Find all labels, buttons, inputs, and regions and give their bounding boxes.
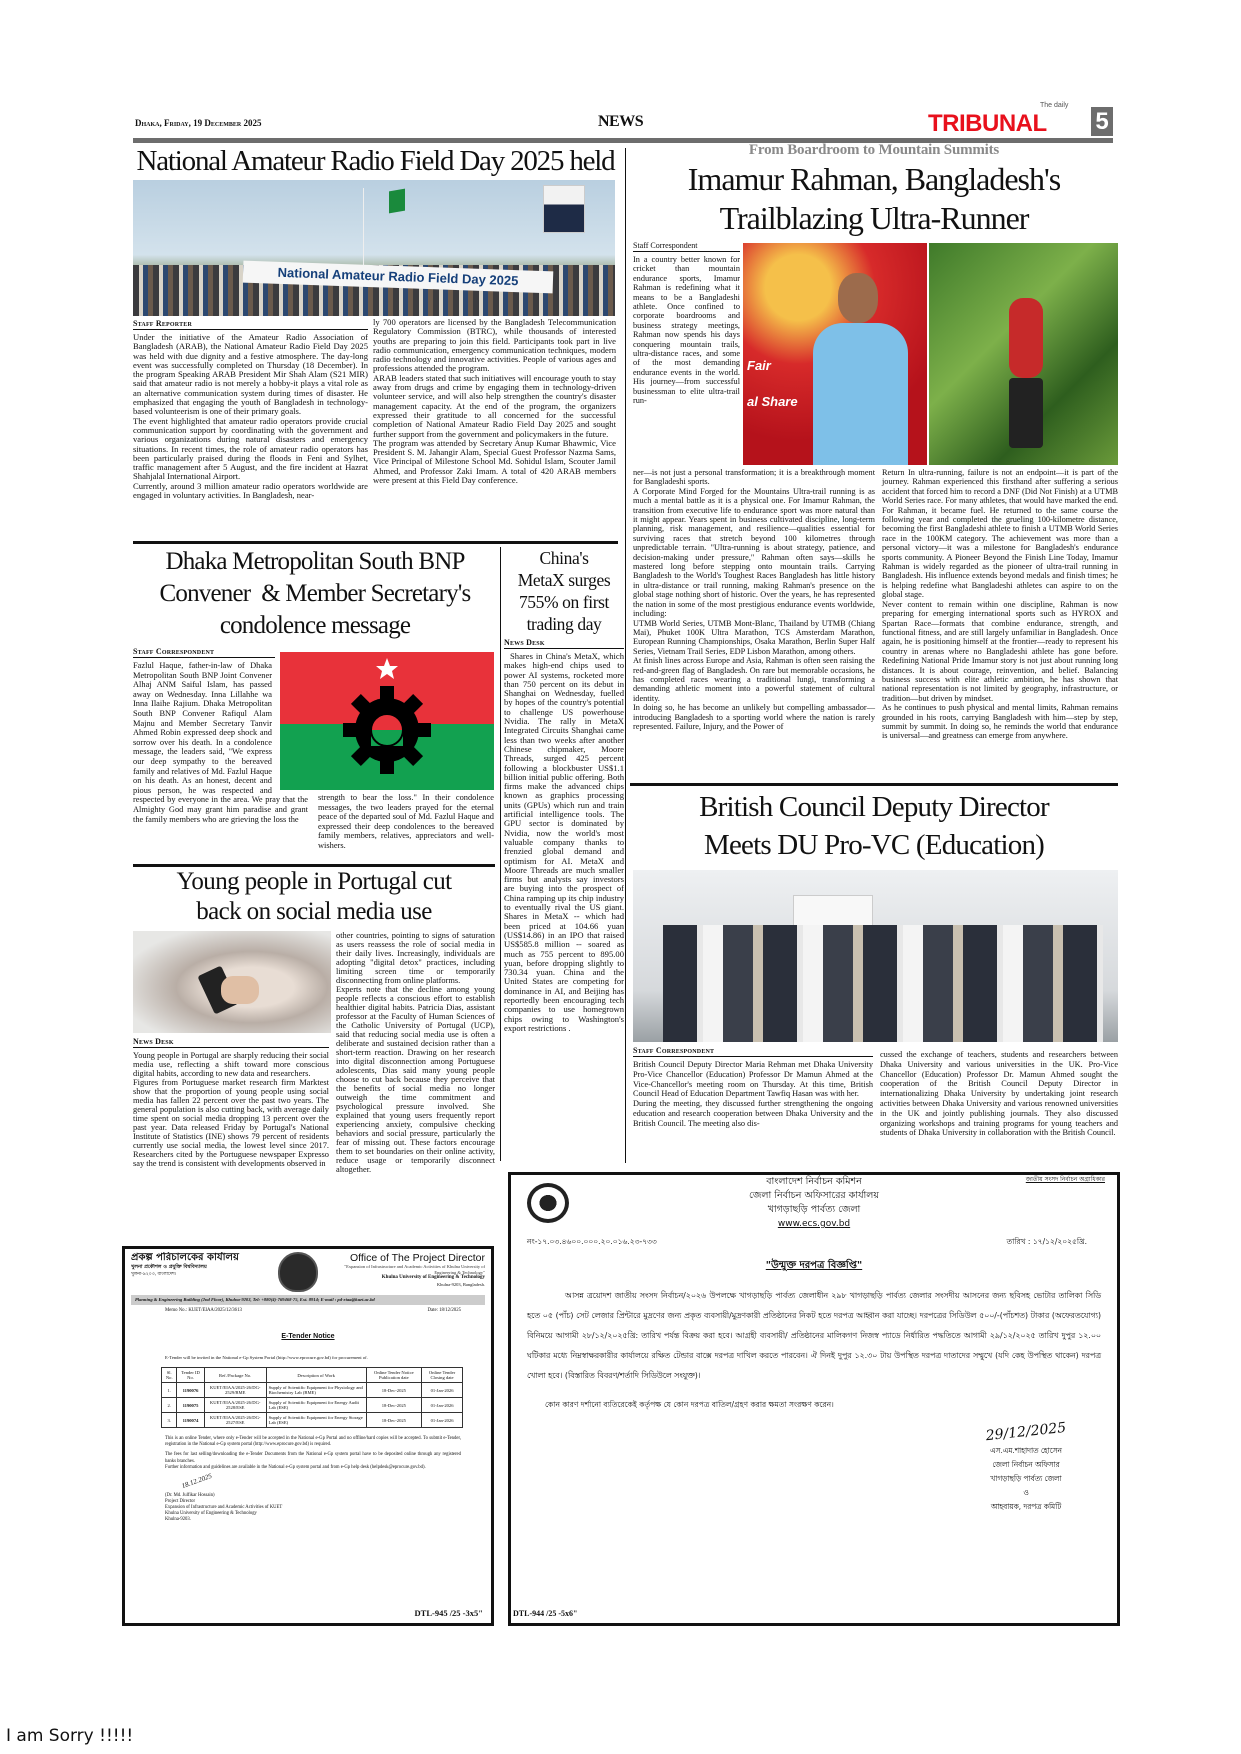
bnp-headline — [133, 546, 497, 642]
paragraph: This is an online Tender, where only e-Tender will be accepted in the National e-Gp Portal and no offline/hard copies will be accepted. To submit e-Tender, registration in the National e-Gp system portal (http://www.eprocure.gov.bd) is required. — [165, 1436, 461, 1448]
kuet-memo: Memo No.: KUET/EIAA/2025/12/3613 — [165, 1308, 242, 1313]
signer-line: খাগড়াছড়ি পার্বত্য জেলা — [990, 1474, 1062, 1483]
signer-line: Project Director — [165, 1499, 196, 1505]
imamur-intro: In a country better known for cricket than mountain endurance sports, Imamur Rahman is redefining what it means to be a Bangladeshi athlete. Once confined to corporate boardrooms and business strategy meetings, Rahman now spends his days conquering mountain trails, ultra-distance races, and some of the most demanding endurance events in the world. His journey—from successful businessman to elite ultra-trail run- — [633, 255, 740, 406]
kuet-intro: E-Tender will be invited in the National e-Gp System Portal (http://www.eprocure.gov.bd) for procurement of. — [165, 1355, 368, 1360]
headline-line: British Council Deputy Director — [699, 791, 1049, 823]
headline-line: 755% on first — [518, 592, 610, 612]
paragraph: During the meeting, they discussed further strengthening the ongoing education and research cooperation between Dhaka University and the British Council. The meeting also dis- — [633, 1099, 873, 1128]
paragraph: Under the initiative of the Amateur Radio Association of Bangladesh (ARAB), the National Amateur Radio Field Day 2025 was held with due dignity and a festive atmosphere. The day-long event was successfully completed on Thursday (18 December). In the program Speaking ARAB President Mir Shah Alam (S21 MIR) said that amateur radio is not merely a hobby-it plays a vital role as an alternative communication system during times of disaster. He emphasized that engaging the youth of Bangladesh in technology-based volunteerism is one of their primary goals. — [133, 332, 368, 417]
column-header: Online Tender Notice Publication date — [366, 1368, 421, 1383]
column-header: Ref./Package No. — [204, 1368, 266, 1383]
org-line: বাংলাদেশ নির্বাচন কমিশন — [766, 1176, 862, 1187]
kuet-letterhead — [131, 1252, 485, 1292]
website-link[interactable]: www.ecs.gov.bd — [777, 1219, 851, 1229]
cell: 18-Dec-2025 — [366, 1383, 421, 1398]
runner-trail-photo — [929, 243, 1118, 465]
paragraph: In doing so, he has become an unlikely but compelling ambassador—introducing Bangladesh to a sporting world where the nation is rarely represented. Failure, Injury, and the Power of — [633, 703, 875, 731]
bc-col-2: cussed the exchange of teachers, students and researchers between Dhaka University and various universities in the UK. Pro-Vice Chancellor (Education) Professor Dr. Mamun Ahmed sought the cooperation of the British Council Deputy Director in internationalizing Dhaka University by undertaking joint research activities between Dhaka University and various renowned universities in the UK and jointly publishing journals. They also discussed organizing workshops and training programs for young teachers and students of Dhaka University in collaboration with the British Council. — [880, 1050, 1118, 1138]
kuet-memo-row — [131, 1305, 485, 1314]
kuet-title: Office of The Project Director — [350, 1252, 485, 1264]
headline-line: trading day — [526, 614, 602, 634]
hand — [221, 976, 259, 1004]
paragraph: Currently, around 3 million amateur radio operators worldwide are engaged in voluntary activities. In Bangladesh, near- — [133, 480, 368, 501]
runner-portrait-photo — [743, 243, 927, 465]
column-header: Tender ID No. — [177, 1368, 204, 1383]
cell: Supply of Scientific Equipment for Energy Storage Lab (ESE) — [266, 1413, 366, 1428]
paragraph: At finish lines across Europe and Asia, Rahman is often seen raising the red-and-green flag of Bangladesh. On rare but memorable occasions, he has completed races wearing a traditional lungi, transforming a demanding athletic moment into a powerful statement of cultural identity. — [633, 656, 875, 703]
org-line: জেলা নির্বাচন অফিসারের কার্যালয় — [749, 1190, 879, 1201]
cell: KUET/EIAA/2025-26/DG-2528/ESE — [204, 1398, 266, 1413]
imamur-col-2 — [882, 468, 1118, 741]
kuet-bn-line: খুলনা প্রকৌশল ও প্রযুক্তি বিশ্ববিদ্যালয় — [131, 1264, 207, 1270]
footer-note: I am Sorry !!!!! — [6, 1726, 134, 1746]
signer-line: (Dr. Md. Julfikar Hossain) — [165, 1493, 215, 1499]
paragraph: The program was attended by Secretary Anup Kumar Bhawmic, Vice President S. M. Jahangir Alam, Special Guest Professor Nazma Sams, Vice Principal of Milestone School Md. Sohidul Islam, Scouter Jamil Ahmed, and Professor Zaki Imam. A total of 420 ARAB members were present at this Field Day conference. — [373, 437, 616, 486]
cell: Supply of Scientific Equipment for Energy Audit Lab (ESE) — [266, 1398, 366, 1413]
kuet-en-block — [325, 1252, 485, 1288]
runner-head — [838, 273, 878, 323]
signer-line: এস.এম.শাহাদাত হোসেন — [990, 1446, 1062, 1455]
kuet-city: Khulna-9203, Bangladesh. — [436, 1281, 485, 1287]
ec-signer — [951, 1444, 1101, 1514]
dateline: Dhaka, Friday, 19 December 2025 — [135, 118, 262, 128]
byline: News Desk — [504, 638, 624, 649]
kuet-notice-title: E-Tender Notice — [281, 1333, 335, 1340]
imamur-narrow-column — [633, 241, 740, 406]
kuet-university: Khulna University of Engineering & Technology — [381, 1275, 485, 1280]
paragraph: As he continues to push physical and mental limits, Rahman remains grounded in his roots, carrying Bangladesh with him—step by step, summit by summit. In doing so, he reminds the world that endurance is universal—and greatness can emerge from anywhere. — [882, 703, 1118, 741]
runner-shirt — [813, 323, 908, 465]
paragraph: ner—is not just a personal transformation; it is a breakthrough moment for Bangladeshi sports. — [633, 468, 875, 487]
headline-line: Convener & Member Secretary's — [159, 580, 471, 607]
headline-line: Trailblazing Ultra-Runner — [719, 200, 1029, 236]
cell: KUET/EIAA/2025-26/DG-2529/BME — [204, 1383, 266, 1398]
flag — [389, 189, 405, 214]
paragraph: Further information and guidelines are available in the National e-Gp system portal and from e-Gp help desk (helpdesk@eprocure.gov.bd). — [165, 1464, 426, 1470]
ec-signature: 29/12/2025 — [985, 1419, 1067, 1445]
org-line: খাগড়াছড়ি পার্বত্য জেলা — [767, 1204, 861, 1215]
kuet-tender-ad — [122, 1246, 494, 1626]
byline: Staff Correspondent — [133, 647, 275, 658]
cell: 1190076 — [177, 1383, 204, 1398]
kuet-address-bar: Planning & Engineering Building (2nd Floor), Khulna-9203, Tel: +880(4)-769468-75, Ext. 8914; E-mail : pd-eiaa@kuet.ac.bd — [131, 1295, 485, 1305]
cell: 01-Jan-2026 — [422, 1413, 463, 1428]
meeting-group-photo — [633, 870, 1118, 1042]
cell: Supply of Scientific Equipment for Physiology and Biochemistry Lab (BME) — [266, 1383, 366, 1398]
section-label: NEWS — [598, 113, 644, 130]
kuet-date: Date: 18/12/2025 — [427, 1308, 461, 1313]
imamur-headline — [630, 160, 1118, 238]
ad-code: DTL-945 /25 -3x5" — [414, 1608, 483, 1618]
byline: Staff Correspondent — [633, 1046, 873, 1057]
radio-field-day-photo — [133, 180, 615, 316]
column-header: Online Tender Closing date — [422, 1368, 463, 1383]
paragraph: UTMB World Series, UTMB Mont-Blanc, Thailand by UTMB (Chiang Mai), Phuket 100K Ultra Marathon, TCS Amsterdam Marathon, European Running Championships, Osaka Marathon, Berlin Super Half Series, Vietnam Trail Series, EDP Lisbon Marathon, among others. — [633, 618, 875, 656]
paragraph: British Council Deputy Director Maria Rehman met Dhaka University Pro-Vice Chancellor (Education) Professor Dr Mamun Ahmed at the Vice-Chancellor's meeting room on Thursday. At this time, British Council Head of Education Department Tawfiq Hasan was with her. — [633, 1060, 873, 1099]
kuet-signature-area — [175, 1471, 485, 1493]
signer-line: আহবায়ক, দরপত্র কমিটি — [990, 1502, 1062, 1511]
portrait-inset — [543, 185, 585, 233]
sign-text — [747, 353, 798, 415]
paragraph: Return In ultra-running, failure is not an endpoint—it is part of the journey. Rahman experienced this firsthand after suffering a serious accident that forced him to record a DNF (Did Not Finish) at a UTMB World Series race. For many athletes, that would have marked the end. For Rahman, it became fuel. He returned to the same course the following year and completed the grueling 100-kilometre distance, becoming the first Bangladeshi athlete to finish a UTMB World Series race in the 100KM category. The achievement was more than a personal victory—it was a milestone for Bangladesh's endurance sports community. A Pioneer Beyond the Finish Line Today, Imamur Rahman is widely regarded as the pioneer of ultra-trail running in Bangladesh. His influence extends beyond medals and finish times; he is helping redefine what Bangladeshi athletes can aspire to on the global stage. — [882, 468, 1118, 600]
imamur-kicker: From Boardroom to Mountain Summits — [748, 142, 1000, 158]
cell: 1190075 — [177, 1398, 204, 1413]
signer-line: ও — [1023, 1488, 1029, 1497]
headline-line: Dhaka Metropolitan South BNP — [165, 548, 465, 575]
kuet-subtitle: "Expansion of Infrastructure and Academic Activities of Khulna University of Engineering & Technology" — [344, 1264, 485, 1275]
portugal-headline — [133, 867, 495, 927]
masthead-small: The daily — [1040, 102, 1069, 109]
portugal-col-1 — [133, 1037, 329, 1168]
column-divider — [500, 547, 501, 1161]
paragraph: Never content to remain within one discipline, Rahman is now preparing for emerging international sports such as HYROX and Spartan Race—formats that combine endurance, strength, and functional fitness, and are still largely unfamiliar in Bangladesh. Once again, he is positioning himself at the frontier—ready to represent his country in arenas where no Bangladeshi athlete has gone before. Redefining National Pride Imamur story is not just about running long distances. It is about courage, reinvention, and belief. Balancing business success with elite athletic ambition, he has shown that national representation is not limited by geography, infrastructure, or tradition—but driven by mindset. — [882, 599, 1118, 703]
kuet-seal-logo — [278, 1252, 318, 1292]
china-body-column — [504, 638, 624, 1033]
cell: 18-Dec-2025 — [366, 1398, 421, 1413]
masthead-logo — [928, 102, 1113, 138]
paragraph: Experts note that the decline among young people reflects a conscious effort to establish healthier digital habits. Patricia Dias, assistant professor at the Faculty of Human Sciences of the Catholic University of Portugal (UCP), said that reducing social media use is often a deliberate and sustained decision rather than a short-term reaction. Drawing on her research into digital disconnection among Portuguese adolescents, Dias said many young people choose to cut back because they perceive that the benefits of social media no longer outweigh the time commitment and psychological pressure involved. She explained that young users frequently report experiencing anxiety, compulsive checking behaviors and social pressure, particularly the fear of missing out. These factors encourage them to set boundaries on their online activity, reduce usage or temporarily disconnect altogether. — [336, 985, 495, 1174]
kuet-bn-title: প্রকল্প পরিচালকের কার্যালয় — [131, 1252, 239, 1263]
flag-poles — [363, 188, 463, 268]
cell: 3. — [162, 1413, 177, 1428]
runner-figure — [1009, 298, 1043, 378]
table-row — [162, 1398, 463, 1413]
column-header: Sl. No. — [162, 1368, 177, 1383]
cell: 18-Dec-2025 — [366, 1413, 421, 1428]
ec-title: "উন্মুক্ত দরপত্র বিজ্ঞপ্তি" — [765, 1260, 863, 1271]
gear-wheel-icon — [280, 652, 494, 790]
divider — [630, 783, 1118, 786]
headline-line: Meets DU Pro-VC (Education) — [703, 829, 1045, 861]
tender-table — [161, 1367, 463, 1428]
ec-ref-no: নং-১৭.০৩.৪৬০০.০০০.২০.০১৬.২৩-৭৩৩ — [527, 1237, 657, 1246]
paragraph: A Corporate Mind Forged for the Mountains Ultra-trail running is as much a mental battle as it is a physical one. For Imamur Rahman, the transition from executive life to endurance sport was more natural than it might appear. Years spent in business cultivated discipline, long-term planning, risk management, and resilience—qualities essential for surviving races that stretch beyond 100 kilometres through unpredictable terrain. "Ultra-running is about strategy, patience, and decision-making under pressure," Rahman often says—skills he mastered long before stepping onto mountain trails. Carrying Bangladesh to the World's Toughest Races Bangladesh has little history in ultra-distance or trail running, making Rahman's presence on the global stage nothing short of historic. Over the years, he has represented the nation in some of the most prestigious endurance events worldwide, including: — [633, 486, 875, 619]
cell: KUET/EIAA/2025-26/DG-2527/ESE — [204, 1413, 266, 1428]
sign-line: al Share — [747, 394, 798, 409]
divider — [133, 541, 618, 544]
bnp-col-1 — [133, 647, 308, 824]
paragraph: other countries, pointing to signs of saturation as users reassess the role of social media in their daily lives. Increasingly, individuals are adopting "digital detox" practices, including limiting screen time or temporarily disconnecting from online platforms. — [336, 931, 495, 985]
ec-org — [661, 1175, 967, 1231]
byline: Staff Reporter — [133, 319, 368, 330]
signer-line: Khulna University of Engineering & Technology — [165, 1511, 257, 1517]
portugal-col-2 — [336, 931, 495, 1174]
ec-date: তারিখ : ১৭/১২/২০২৫খ্রি. — [1006, 1237, 1087, 1246]
china-body: Shares in China's MetaX, which makes high-end chips used to power AI systems, rocketed more than 750 percent on its debut in Shanghai on Wednesday, fuelled by hopes of the country's potential to challenge US powerhouse Nvidia. The rally in MetaX Integrated Circuits Shanghai came less than two weeks after another Chinese chipmaker, Moore Threads, surged 425 percent following a blockbuster US$1.1 billion initial public offering. Both firms make the advanced chips known as graphics processing units (GPUs) which run and train artificial intelligence tools. The GPU sector is dominated by Nvidia, now the world's most valuable company thanks to frenzied global demand and optimism for AI. MetaX and Moore Threads are much smaller firms but analysts say investors are buying into the prospect of China ramping up its chip industry to eventually rival the US giant. Shares in MetaX -- which had been priced at 104.66 yuan (US$14.86) in an IPO that raised US$585.8 million -- soared as much as 755 percent to 895.00 yuan, before dropping slightly to 730.34 yuan. China and the United States are competing for dominance in AI, and Beijing has reportedly been encouraging tech companies to use homegrown chips owing to Washington's export restrictions . — [504, 651, 624, 1033]
phone-user-photo — [133, 931, 331, 1033]
headline-line: China's — [539, 548, 589, 568]
table-row — [162, 1383, 463, 1398]
table-header-row — [162, 1368, 463, 1383]
event-banner: National Amateur Radio Field Day 2025 — [243, 261, 554, 294]
table-row — [162, 1413, 463, 1428]
kuet-bn-line: খুলনা-৯২০৩, বাংলাদেশ। — [131, 1272, 177, 1277]
election-tender-ad — [508, 1172, 1120, 1626]
kuet-signer — [165, 1493, 365, 1523]
cell: 2. — [162, 1398, 177, 1413]
headline-line: condolence message — [219, 612, 411, 639]
headline-line: MetaX surges — [517, 570, 611, 590]
cell: 1. — [162, 1383, 177, 1398]
radio-col-2 — [373, 318, 616, 485]
page-number: 5 — [1091, 107, 1113, 136]
signer-line: জেলা নির্বাচন অফিসার — [992, 1460, 1060, 1469]
paragraph: The fees for last selling/downloading the e-Tender Documents from the National e-Gp system portal have to be deposited online through any registered banks branches. — [165, 1452, 461, 1464]
cell: 01-Jan-2026 — [422, 1383, 463, 1398]
ec-top-right-label: জাতীয় সংসদ নির্বাচন অগ্রাধিকার — [1025, 1176, 1105, 1183]
signer-line: Khulna-9203. — [165, 1517, 191, 1523]
column-header: Description of Work — [266, 1368, 366, 1383]
signer-line: Expansion of Infrastructure and Academic Activities of KUET — [165, 1505, 283, 1511]
bc-headline — [630, 788, 1118, 864]
byline: Staff Correspondent — [633, 241, 740, 252]
headline-line: back on social media use — [196, 898, 432, 925]
column-divider — [625, 148, 626, 1163]
bc-col-1 — [633, 1046, 873, 1129]
paragraph: Young people in Portugal are sharply reducing their social media use, reflecting a shift toward more conscious digital habits, according to new data and researchers. — [133, 1051, 329, 1078]
paragraph: The event highlighted that amateur radio operators provide crucial communication support by coordinating with the government and various organizations during natural disasters and emergency situations. In recent times, the role of amateur radio operators has been particularly praised during the floods in Feni and Sylhet, traffic management after 5 August, and the fire incident at Hazrat Shahjalal International Airport. — [133, 415, 368, 482]
paragraph: Figures from Portuguese market research firm Marktest show that the proportion of young people using social media has fallen 22 percent over the past two years. The general population is also cutting back, with average daily time spent on social media dropping 13 percent over the past year. Data released Friday by Portugal's National Institute of Statistics (INE) shows 79 percent of residents currently use social media, the lowest level since 2017. Researchers cited by the Portuguese newspaper Expresso say the trend is consistent with developments observed in — [133, 1078, 329, 1168]
ec-note: কোন কারণ দর্শানো ব্যতিরেকেই কর্তৃপক্ষ যে কোন দরপত্র বাতিল/গ্রহণ করার ক্ষমতা সংরক্ষণ করেন। — [545, 1400, 834, 1409]
byline: News Desk — [133, 1037, 329, 1048]
ec-ref-row — [527, 1237, 1101, 1247]
radio-col-1 — [133, 319, 368, 500]
ec-body: আসন্ন ত্রয়োদশ জাতীয় সংসদ নির্বাচন/২০২৬ উপলক্ষে খাগড়াছড়ি পার্বত্য জেলাধীন ২৯৮ খাগড়াছড়ি পার্বত্য জেলার সংসদীয় আসনের জন্য ছবিসহ ভোটার তালিকা সিডি হতে ০৫ (পাঁচ) সেট লেজার প্রিন্টারে মুদ্রণের জন্য প্রকৃত ব্যবসায়ী/মুদ্রণকারী প্রতিষ্ঠানের নিকট হতে দরপত্র আহ্বান করা যাচ্ছে। দরপত্রের সিডিউল ৫০০/-(পাঁচশত) টাকার (অফেরতযোগ্য) বিনিময়ে আগামী ২৮/১২/২০২৫খ্রি: তারিখ পর্যন্ত বিক্রয় করা হবে। আগ্রহী ব্যবসায়ী/ প্রতিষ্ঠানের মালিকগণ নিজস্ব প্যাডে নির্ধারিত পদ্ধতিতে আগামী ২৯/১২/২০২৫ তারিখ দুপুর ১২.০০ ঘটিকার মধ্যে নিম্নস্বাক্ষরকারীর কার্যালয়ে রক্ষিত টেন্ডার বাক্সে দরপত্র দাখিল করতে পারবেন। ঐ দিনই দুপুর ১২.৩০ টায় উপস্থিত দরপত্র দাতাদের সম্মুখে (যদি কেহ উপস্থিত থাকেন) দরপত্র খোলা হবে। (বিস্তারিত বিবরণ/শর্তাদি সিডিউলে সংযুক্ত)। — [527, 1291, 1101, 1380]
headline-line: Young people in Portugal cut — [176, 868, 452, 895]
radio-headline: National Amateur Radio Field Day 2025 held — [136, 145, 615, 177]
china-headline — [504, 547, 624, 635]
sign-line: Fair — [747, 358, 771, 373]
ad-code: DTL-944 /25 -5x6" — [513, 1609, 578, 1618]
kuet-signature: 18.12.2025 — [180, 1471, 213, 1491]
paragraph: ly 700 operators are licensed by the Bangladesh Telecommunication Regulatory Commission (BTRC), while thousands of interested youths are preparing to join this field. Participants took part in live radio communication, emergency communication techniques, modern radio technology and innovative activities. People of various ages and professions attended the program. — [373, 317, 616, 374]
bnp-flag-logo — [280, 652, 494, 790]
ec-emblem-logo — [527, 1183, 569, 1223]
bnp-body-continued: strength to bear the loss." In their condolence messages, the two leaders prayed for the eternal peace of the departed soul of Md. Fazlul Haque and expressed their deep condolences to the bereaved family members, relatives, appreciators and well-wishers. — [318, 793, 494, 850]
flag-spacer — [272, 661, 308, 795]
cell: 1190074 — [177, 1413, 204, 1428]
masthead-title: TRIBUNAL — [928, 110, 1047, 137]
cell: 01-Jan-2026 — [422, 1398, 463, 1413]
people-group — [663, 925, 1103, 1042]
ec-signature-block — [951, 1420, 1101, 1514]
paragraph: ARAB leaders stated that such initiatives will encourage youth to stay away from drugs and crime by engaging them in technology-driven volunteer service, and will also help strengthen the country's disaster management capacity. At the end of the program, the organizers expressed their gratitude to all concerned for the successful completion of National Amateur Radio Field Day 2025 and sought further support from the government and policymakers in the future. — [373, 372, 616, 439]
kuet-terms — [165, 1436, 461, 1471]
headline-line: Imamur Rahman, Bangladesh's — [687, 161, 1061, 197]
bnp-body: Fazlul Haque, father-in-law of Dhaka Metropolitan South BNP Joint Convener Alhaj ANM Saiful Islam, has passed away on Wednesday. Inna Lillahhe wa Inna Ilaihe Rajium. Dhaka Metropolitan South BNP Convener Rafiqul Alam Majnu and Member Secretary Tanvir Ahmed Robin expressed deep shock and sorrow over his death. In a condolence message, the leaders said, "We express our deep sympathy to the bereaved family and relatives of Md. Fazlul Haque on his death. As an honest, decent and pious person, he was respected and respected by everyone in the area. We pray that the Almighty God may grant him paradise and grant the family members who are grieving the loss the — [133, 661, 308, 824]
imamur-col-1 — [633, 468, 875, 731]
kuet-bn-block — [131, 1252, 271, 1278]
runner-legs — [1009, 378, 1043, 448]
